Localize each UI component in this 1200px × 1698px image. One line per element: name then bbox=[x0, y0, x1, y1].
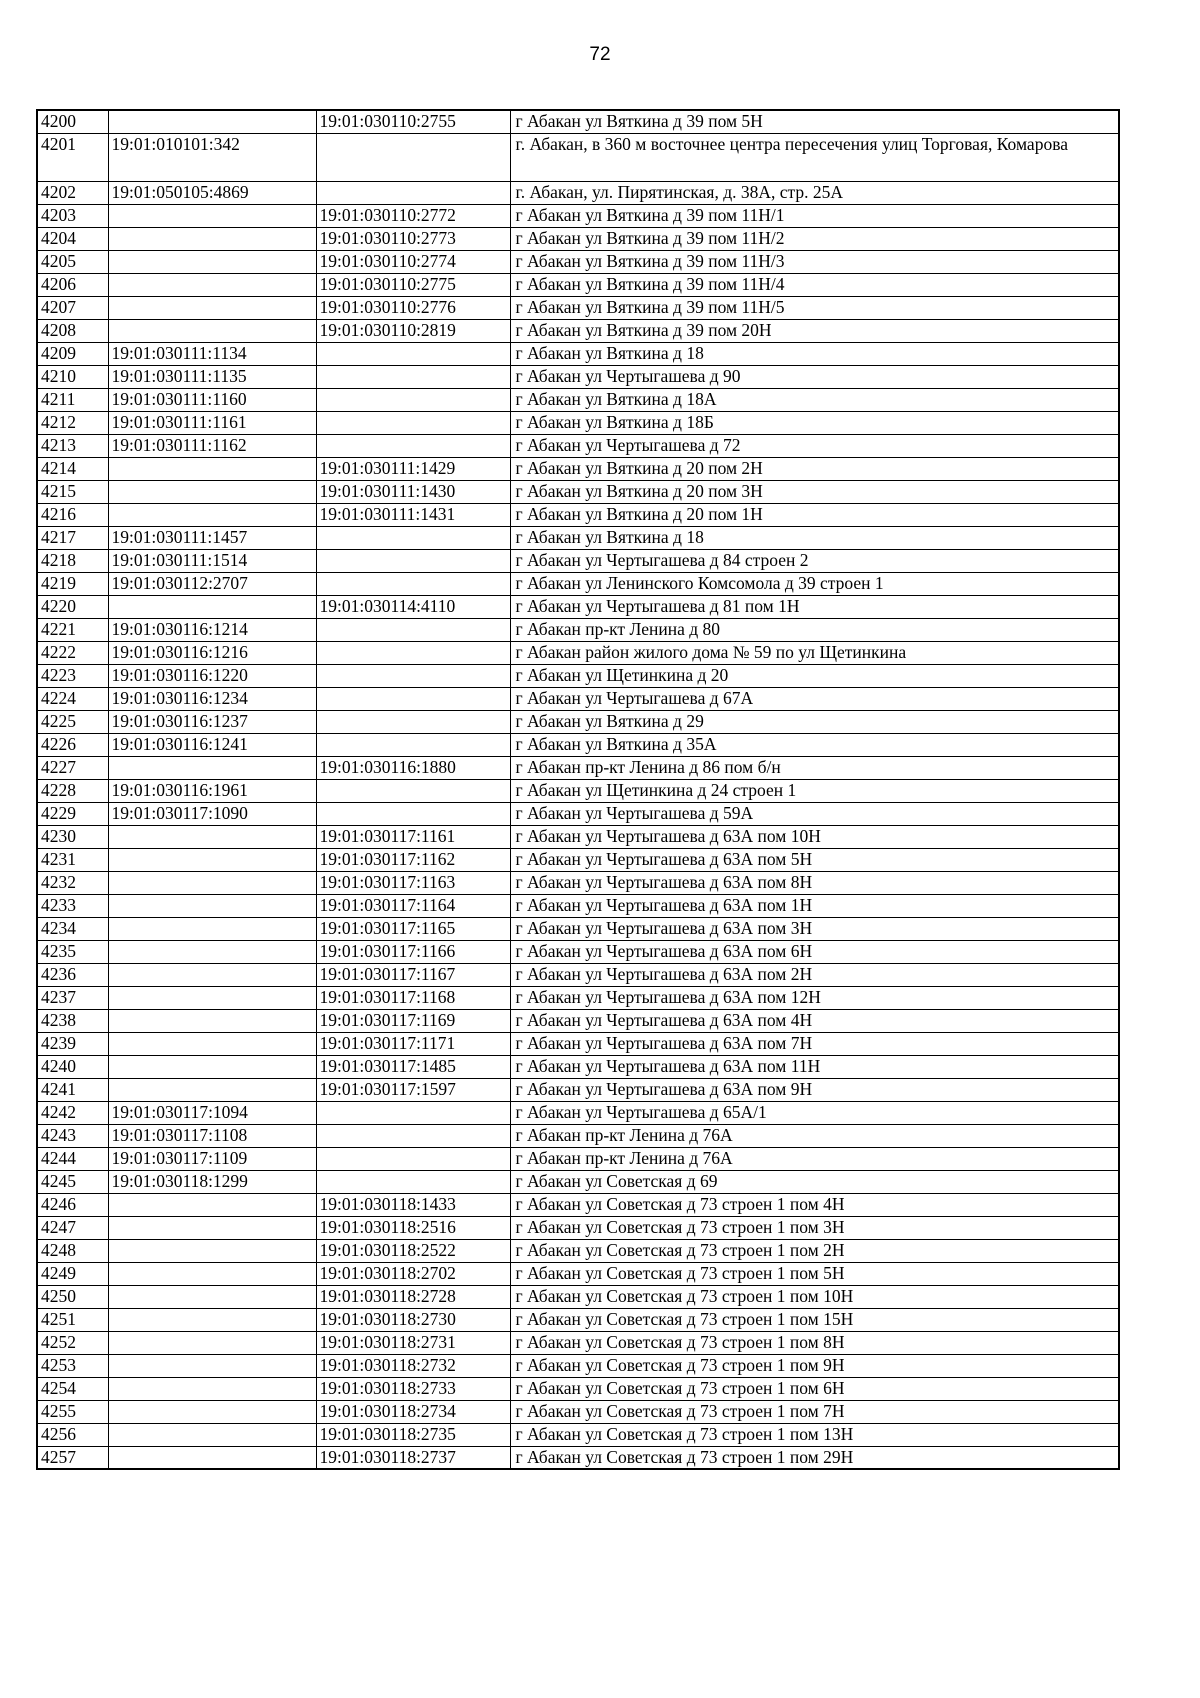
address-cell: г Абакан ул Вяткина д 20 пом 2Н bbox=[510, 457, 1119, 480]
land-cadastral-number-cell: 19:01:030111:1162 bbox=[108, 434, 316, 457]
building-cadastral-number-cell: 19:01:030116:1880 bbox=[316, 756, 510, 779]
building-cadastral-number-cell: 19:01:030118:2522 bbox=[316, 1239, 510, 1262]
row-number-cell: 4214 bbox=[37, 457, 108, 480]
building-cadastral-number-cell: 19:01:030110:2819 bbox=[316, 319, 510, 342]
building-cadastral-number-cell: 19:01:030118:2732 bbox=[316, 1354, 510, 1377]
address-cell: г Абакан ул Чертыгашева д 63А пом 4Н bbox=[510, 1009, 1119, 1032]
land-cadastral-number-cell: 19:01:030116:1216 bbox=[108, 641, 316, 664]
address-cell: г Абакан ул Чертыгашева д 63А пом 1Н bbox=[510, 894, 1119, 917]
address-cell: г Абакан пр-кт Ленина д 76А bbox=[510, 1147, 1119, 1170]
row-number-cell: 4213 bbox=[37, 434, 108, 457]
address-cell: г Абакан ул Чертыгашева д 63А пом 11Н bbox=[510, 1055, 1119, 1078]
land-cadastral-number-cell bbox=[108, 1400, 316, 1423]
row-number-cell: 4237 bbox=[37, 986, 108, 1009]
table-row bbox=[37, 802, 1119, 825]
building-cadastral-number-cell bbox=[316, 1101, 510, 1124]
land-cadastral-number-cell bbox=[108, 1446, 316, 1469]
land-cadastral-number-cell: 19:01:030112:2707 bbox=[108, 572, 316, 595]
address-cell: г Абакан ул Советская д 69 bbox=[510, 1170, 1119, 1193]
building-cadastral-number-cell bbox=[316, 411, 510, 434]
row-number-cell: 4240 bbox=[37, 1055, 108, 1078]
building-cadastral-number-cell bbox=[316, 549, 510, 572]
building-cadastral-number-cell: 19:01:030117:1168 bbox=[316, 986, 510, 1009]
table-row bbox=[37, 963, 1119, 986]
table-row bbox=[37, 1285, 1119, 1308]
row-number-cell: 4219 bbox=[37, 572, 108, 595]
row-number-cell: 4230 bbox=[37, 825, 108, 848]
table-row bbox=[37, 779, 1119, 802]
building-cadastral-number-cell: 19:01:030118:2735 bbox=[316, 1423, 510, 1446]
table-row bbox=[37, 986, 1119, 1009]
row-number-cell: 4234 bbox=[37, 917, 108, 940]
table-row bbox=[37, 641, 1119, 664]
table-row bbox=[37, 503, 1119, 526]
row-number-cell: 4252 bbox=[37, 1331, 108, 1354]
land-cadastral-number-cell: 19:01:030111:1160 bbox=[108, 388, 316, 411]
building-cadastral-number-cell: 19:01:030111:1430 bbox=[316, 480, 510, 503]
table-row bbox=[37, 1147, 1119, 1170]
address-cell: г Абакан ул Советская д 73 строен 1 пом 2Н bbox=[510, 1239, 1119, 1262]
building-cadastral-number-cell bbox=[316, 710, 510, 733]
building-cadastral-number-cell bbox=[316, 687, 510, 710]
land-cadastral-number-cell bbox=[108, 1078, 316, 1101]
address-cell: г Абакан ул Чертыгашева д 63А пом 6Н bbox=[510, 940, 1119, 963]
land-cadastral-number-cell bbox=[108, 917, 316, 940]
address-cell: г Абакан ул Чертыгашева д 90 bbox=[510, 365, 1119, 388]
building-cadastral-number-cell: 19:01:030117:1161 bbox=[316, 825, 510, 848]
table-row bbox=[37, 1377, 1119, 1400]
row-number-cell: 4229 bbox=[37, 802, 108, 825]
address-cell: г Абакан ул Вяткина д 18Б bbox=[510, 411, 1119, 434]
land-cadastral-number-cell: 19:01:030116:1961 bbox=[108, 779, 316, 802]
address-cell: г Абакан ул Советская д 73 строен 1 пом 9Н bbox=[510, 1354, 1119, 1377]
table-row bbox=[37, 733, 1119, 756]
building-cadastral-number-cell: 19:01:030117:1165 bbox=[316, 917, 510, 940]
building-cadastral-number-cell: 19:01:030117:1166 bbox=[316, 940, 510, 963]
table-row bbox=[37, 480, 1119, 503]
address-cell: г Абакан ул Вяткина д 39 пом 11Н/3 bbox=[510, 250, 1119, 273]
row-number-cell: 4239 bbox=[37, 1032, 108, 1055]
address-cell: г Абакан ул Вяткина д 20 пом 3Н bbox=[510, 480, 1119, 503]
table-row bbox=[37, 687, 1119, 710]
land-cadastral-number-cell: 19:01:050105:4869 bbox=[108, 181, 316, 204]
land-cadastral-number-cell: 19:01:030111:1135 bbox=[108, 365, 316, 388]
building-cadastral-number-cell bbox=[316, 133, 510, 181]
building-cadastral-number-cell bbox=[316, 802, 510, 825]
table-row bbox=[37, 133, 1119, 181]
row-number-cell: 4232 bbox=[37, 871, 108, 894]
building-cadastral-number-cell bbox=[316, 526, 510, 549]
address-cell: г Абакан ул Чертыгашева д 72 bbox=[510, 434, 1119, 457]
building-cadastral-number-cell: 19:01:030117:1164 bbox=[316, 894, 510, 917]
table-row bbox=[37, 572, 1119, 595]
row-number-cell: 4246 bbox=[37, 1193, 108, 1216]
address-cell: г Абакан ул Вяткина д 39 пом 11Н/4 bbox=[510, 273, 1119, 296]
row-number-cell: 4216 bbox=[37, 503, 108, 526]
row-number-cell: 4236 bbox=[37, 963, 108, 986]
land-cadastral-number-cell bbox=[108, 756, 316, 779]
table-row bbox=[37, 204, 1119, 227]
row-number-cell: 4226 bbox=[37, 733, 108, 756]
land-cadastral-number-cell bbox=[108, 1262, 316, 1285]
table-row bbox=[37, 365, 1119, 388]
table-row bbox=[37, 664, 1119, 687]
land-cadastral-number-cell bbox=[108, 250, 316, 273]
land-cadastral-number-cell: 19:01:030117:1090 bbox=[108, 802, 316, 825]
land-cadastral-number-cell bbox=[108, 1009, 316, 1032]
land-cadastral-number-cell: 19:01:030117:1108 bbox=[108, 1124, 316, 1147]
land-cadastral-number-cell bbox=[108, 1354, 316, 1377]
row-number-cell: 4206 bbox=[37, 273, 108, 296]
address-cell: г Абакан пр-кт Ленина д 86 пом б/н bbox=[510, 756, 1119, 779]
building-cadastral-number-cell bbox=[316, 779, 510, 802]
row-number-cell: 4256 bbox=[37, 1423, 108, 1446]
land-cadastral-number-cell bbox=[108, 1055, 316, 1078]
table-row bbox=[37, 434, 1119, 457]
land-cadastral-number-cell: 19:01:030118:1299 bbox=[108, 1170, 316, 1193]
address-cell: г Абакан ул Вяткина д 20 пом 1Н bbox=[510, 503, 1119, 526]
building-cadastral-number-cell: 19:01:030118:2702 bbox=[316, 1262, 510, 1285]
row-number-cell: 4255 bbox=[37, 1400, 108, 1423]
address-cell: г Абакан ул Чертыгашева д 59А bbox=[510, 802, 1119, 825]
row-number-cell: 4225 bbox=[37, 710, 108, 733]
address-cell: г Абакан ул Советская д 73 строен 1 пом 15Н bbox=[510, 1308, 1119, 1331]
building-cadastral-number-cell bbox=[316, 1124, 510, 1147]
row-number-cell: 4228 bbox=[37, 779, 108, 802]
building-cadastral-number-cell bbox=[316, 365, 510, 388]
address-cell: г Абакан ул Вяткина д 39 пом 20Н bbox=[510, 319, 1119, 342]
address-cell: г Абакан ул Вяткина д 18 bbox=[510, 342, 1119, 365]
address-cell: г. Абакан, в 360 м восточнее центра пересечения улиц Торговая, Комарова bbox=[510, 133, 1119, 181]
address-cell: г Абакан ул Чертыгашева д 67А bbox=[510, 687, 1119, 710]
row-number-cell: 4201 bbox=[37, 133, 108, 181]
table-row bbox=[37, 1101, 1119, 1124]
land-cadastral-number-cell bbox=[108, 296, 316, 319]
land-cadastral-number-cell bbox=[108, 986, 316, 1009]
row-number-cell: 4251 bbox=[37, 1308, 108, 1331]
row-number-cell: 4233 bbox=[37, 894, 108, 917]
building-cadastral-number-cell: 19:01:030118:2730 bbox=[316, 1308, 510, 1331]
land-cadastral-number-cell: 19:01:030117:1094 bbox=[108, 1101, 316, 1124]
land-cadastral-number-cell: 19:01:030116:1241 bbox=[108, 733, 316, 756]
row-number-cell: 4211 bbox=[37, 388, 108, 411]
land-cadastral-number-cell bbox=[108, 940, 316, 963]
table-row bbox=[37, 1308, 1119, 1331]
table-row bbox=[37, 319, 1119, 342]
land-cadastral-number-cell bbox=[108, 1239, 316, 1262]
row-number-cell: 4223 bbox=[37, 664, 108, 687]
row-number-cell: 4208 bbox=[37, 319, 108, 342]
address-cell: г Абакан пр-кт Ленина д 80 bbox=[510, 618, 1119, 641]
row-number-cell: 4220 bbox=[37, 595, 108, 618]
address-cell: г Абакан ул Вяткина д 39 пом 11Н/2 bbox=[510, 227, 1119, 250]
row-number-cell: 4203 bbox=[37, 204, 108, 227]
land-cadastral-number-cell bbox=[108, 204, 316, 227]
land-cadastral-number-cell: 19:01:030116:1214 bbox=[108, 618, 316, 641]
building-cadastral-number-cell: 19:01:030118:2733 bbox=[316, 1377, 510, 1400]
address-cell: г Абакан ул Вяткина д 29 bbox=[510, 710, 1119, 733]
building-cadastral-number-cell bbox=[316, 664, 510, 687]
table-row bbox=[37, 342, 1119, 365]
table-row bbox=[37, 1216, 1119, 1239]
row-number-cell: 4209 bbox=[37, 342, 108, 365]
address-cell: г Абакан ул Советская д 73 строен 1 пом 4Н bbox=[510, 1193, 1119, 1216]
row-number-cell: 4215 bbox=[37, 480, 108, 503]
row-number-cell: 4227 bbox=[37, 756, 108, 779]
land-cadastral-number-cell: 19:01:030116:1220 bbox=[108, 664, 316, 687]
building-cadastral-number-cell bbox=[316, 181, 510, 204]
row-number-cell: 4217 bbox=[37, 526, 108, 549]
building-cadastral-number-cell bbox=[316, 618, 510, 641]
address-cell: г Абакан ул Вяткина д 18 bbox=[510, 526, 1119, 549]
table-row bbox=[37, 1423, 1119, 1446]
building-cadastral-number-cell: 19:01:030111:1431 bbox=[316, 503, 510, 526]
building-cadastral-number-cell bbox=[316, 572, 510, 595]
table-row bbox=[37, 710, 1119, 733]
building-cadastral-number-cell: 19:01:030117:1485 bbox=[316, 1055, 510, 1078]
register-body bbox=[37, 110, 1119, 1469]
address-cell: г Абакан ул Чертыгашева д 63А пом 3Н bbox=[510, 917, 1119, 940]
land-cadastral-number-cell: 19:01:030116:1234 bbox=[108, 687, 316, 710]
table-row bbox=[37, 756, 1119, 779]
address-cell: г Абакан ул Советская д 73 строен 1 пом 3Н bbox=[510, 1216, 1119, 1239]
address-cell: г Абакан ул Щетинкина д 24 строен 1 bbox=[510, 779, 1119, 802]
address-cell: г Абакан район жилого дома № 59 по ул Щетинкина bbox=[510, 641, 1119, 664]
building-cadastral-number-cell: 19:01:030110:2772 bbox=[316, 204, 510, 227]
address-cell: г Абакан ул Чертыгашева д 65А/1 bbox=[510, 1101, 1119, 1124]
table-row bbox=[37, 1354, 1119, 1377]
address-cell: г Абакан ул Советская д 73 строен 1 пом 10Н bbox=[510, 1285, 1119, 1308]
table-row bbox=[37, 388, 1119, 411]
table-row bbox=[37, 1400, 1119, 1423]
address-cell: г Абакан ул Советская д 73 строен 1 пом 8Н bbox=[510, 1331, 1119, 1354]
land-cadastral-number-cell bbox=[108, 1308, 316, 1331]
land-cadastral-number-cell bbox=[108, 1285, 316, 1308]
row-number-cell: 4210 bbox=[37, 365, 108, 388]
row-number-cell: 4257 bbox=[37, 1446, 108, 1469]
table-row bbox=[37, 940, 1119, 963]
row-number-cell: 4222 bbox=[37, 641, 108, 664]
building-cadastral-number-cell: 19:01:030110:2774 bbox=[316, 250, 510, 273]
row-number-cell: 4238 bbox=[37, 1009, 108, 1032]
address-cell: г Абакан ул Вяткина д 39 пом 11Н/1 bbox=[510, 204, 1119, 227]
land-cadastral-number-cell: 19:01:030117:1109 bbox=[108, 1147, 316, 1170]
building-cadastral-number-cell: 19:01:030118:2731 bbox=[316, 1331, 510, 1354]
land-cadastral-number-cell: 19:01:030116:1237 bbox=[108, 710, 316, 733]
row-number-cell: 4254 bbox=[37, 1377, 108, 1400]
property-register-table bbox=[36, 109, 1120, 1470]
table-row bbox=[37, 1446, 1119, 1469]
land-cadastral-number-cell bbox=[108, 1032, 316, 1055]
address-cell: г Абакан ул Вяткина д 35А bbox=[510, 733, 1119, 756]
land-cadastral-number-cell: 19:01:030111:1134 bbox=[108, 342, 316, 365]
table-row bbox=[37, 595, 1119, 618]
address-cell: г Абакан ул Советская д 73 строен 1 пом 6Н bbox=[510, 1377, 1119, 1400]
table-row bbox=[37, 457, 1119, 480]
address-cell: г Абакан ул Советская д 73 строен 1 пом 29Н bbox=[510, 1446, 1119, 1469]
building-cadastral-number-cell bbox=[316, 733, 510, 756]
land-cadastral-number-cell bbox=[108, 319, 316, 342]
building-cadastral-number-cell: 19:01:030117:1597 bbox=[316, 1078, 510, 1101]
table-row bbox=[37, 825, 1119, 848]
building-cadastral-number-cell bbox=[316, 342, 510, 365]
table-row bbox=[37, 526, 1119, 549]
land-cadastral-number-cell bbox=[108, 457, 316, 480]
building-cadastral-number-cell: 19:01:030110:2776 bbox=[316, 296, 510, 319]
address-cell: г Абакан ул Чертыгашева д 63А пом 5Н bbox=[510, 848, 1119, 871]
land-cadastral-number-cell bbox=[108, 595, 316, 618]
building-cadastral-number-cell: 19:01:030110:2755 bbox=[316, 110, 510, 133]
table-row bbox=[37, 1331, 1119, 1354]
row-number-cell: 4247 bbox=[37, 1216, 108, 1239]
building-cadastral-number-cell: 19:01:030118:1433 bbox=[316, 1193, 510, 1216]
building-cadastral-number-cell bbox=[316, 1147, 510, 1170]
address-cell: г Абакан пр-кт Ленина д 76А bbox=[510, 1124, 1119, 1147]
address-cell: г Абакан ул Чертыгашева д 63А пом 8Н bbox=[510, 871, 1119, 894]
row-number-cell: 4249 bbox=[37, 1262, 108, 1285]
table-row bbox=[37, 1193, 1119, 1216]
table-row bbox=[37, 549, 1119, 572]
table-row bbox=[37, 1124, 1119, 1147]
table-row bbox=[37, 1262, 1119, 1285]
row-number-cell: 4243 bbox=[37, 1124, 108, 1147]
land-cadastral-number-cell bbox=[108, 1216, 316, 1239]
land-cadastral-number-cell bbox=[108, 848, 316, 871]
land-cadastral-number-cell bbox=[108, 273, 316, 296]
table-row bbox=[37, 273, 1119, 296]
land-cadastral-number-cell: 19:01:010101:342 bbox=[108, 133, 316, 181]
land-cadastral-number-cell bbox=[108, 871, 316, 894]
building-cadastral-number-cell: 19:01:030117:1167 bbox=[316, 963, 510, 986]
land-cadastral-number-cell bbox=[108, 227, 316, 250]
address-cell: г. Абакан, ул. Пирятинская, д. 38А, стр. 25А bbox=[510, 181, 1119, 204]
land-cadastral-number-cell bbox=[108, 1423, 316, 1446]
address-cell: г Абакан ул Чертыгашева д 63А пом 7Н bbox=[510, 1032, 1119, 1055]
page-number: 72 bbox=[589, 44, 611, 65]
table-row bbox=[37, 250, 1119, 273]
building-cadastral-number-cell: 19:01:030117:1169 bbox=[316, 1009, 510, 1032]
building-cadastral-number-cell: 19:01:030114:4110 bbox=[316, 595, 510, 618]
address-cell: г Абакан ул Чертыгашева д 63А пом 10Н bbox=[510, 825, 1119, 848]
row-number-cell: 4205 bbox=[37, 250, 108, 273]
address-cell: г Абакан ул Советская д 73 строен 1 пом 13Н bbox=[510, 1423, 1119, 1446]
land-cadastral-number-cell bbox=[108, 1193, 316, 1216]
address-cell: г Абакан ул Чертыгашева д 63А пом 2Н bbox=[510, 963, 1119, 986]
table-row bbox=[37, 618, 1119, 641]
building-cadastral-number-cell: 19:01:030111:1429 bbox=[316, 457, 510, 480]
land-cadastral-number-cell bbox=[108, 825, 316, 848]
building-cadastral-number-cell: 19:01:030118:2516 bbox=[316, 1216, 510, 1239]
table-row bbox=[37, 1170, 1119, 1193]
row-number-cell: 4218 bbox=[37, 549, 108, 572]
table-row bbox=[37, 1078, 1119, 1101]
building-cadastral-number-cell: 19:01:030117:1171 bbox=[316, 1032, 510, 1055]
row-number-cell: 4248 bbox=[37, 1239, 108, 1262]
row-number-cell: 4200 bbox=[37, 110, 108, 133]
table-row bbox=[37, 1009, 1119, 1032]
land-cadastral-number-cell: 19:01:030111:1161 bbox=[108, 411, 316, 434]
address-cell: г Абакан ул Вяткина д 39 пом 11Н/5 bbox=[510, 296, 1119, 319]
table-row bbox=[37, 181, 1119, 204]
address-cell: г Абакан ул Чертыгашева д 81 пом 1Н bbox=[510, 595, 1119, 618]
row-number-cell: 4224 bbox=[37, 687, 108, 710]
table-row bbox=[37, 894, 1119, 917]
address-cell: г Абакан ул Вяткина д 39 пом 5Н bbox=[510, 110, 1119, 133]
building-cadastral-number-cell: 19:01:030117:1163 bbox=[316, 871, 510, 894]
row-number-cell: 4231 bbox=[37, 848, 108, 871]
building-cadastral-number-cell: 19:01:030110:2773 bbox=[316, 227, 510, 250]
address-cell: г Абакан ул Чертыгашева д 84 строен 2 bbox=[510, 549, 1119, 572]
land-cadastral-number-cell bbox=[108, 503, 316, 526]
building-cadastral-number-cell: 19:01:030118:2728 bbox=[316, 1285, 510, 1308]
row-number-cell: 4235 bbox=[37, 940, 108, 963]
address-cell: г Абакан ул Чертыгашева д 63А пом 12Н bbox=[510, 986, 1119, 1009]
table-row bbox=[37, 411, 1119, 434]
land-cadastral-number-cell bbox=[108, 894, 316, 917]
table-row bbox=[37, 871, 1119, 894]
table-row bbox=[37, 1032, 1119, 1055]
row-number-cell: 4242 bbox=[37, 1101, 108, 1124]
row-number-cell: 4207 bbox=[37, 296, 108, 319]
address-cell: г Абакан ул Вяткина д 18А bbox=[510, 388, 1119, 411]
table-row bbox=[37, 917, 1119, 940]
building-cadastral-number-cell bbox=[316, 641, 510, 664]
row-number-cell: 4244 bbox=[37, 1147, 108, 1170]
building-cadastral-number-cell bbox=[316, 434, 510, 457]
land-cadastral-number-cell bbox=[108, 480, 316, 503]
table-row bbox=[37, 1055, 1119, 1078]
building-cadastral-number-cell: 19:01:030118:2734 bbox=[316, 1400, 510, 1423]
table-row bbox=[37, 227, 1119, 250]
building-cadastral-number-cell: 19:01:030118:2737 bbox=[316, 1446, 510, 1469]
table-row bbox=[37, 848, 1119, 871]
land-cadastral-number-cell bbox=[108, 963, 316, 986]
table-row bbox=[37, 110, 1119, 133]
row-number-cell: 4250 bbox=[37, 1285, 108, 1308]
building-cadastral-number-cell bbox=[316, 1170, 510, 1193]
address-cell: г Абакан ул Советская д 73 строен 1 пом 5Н bbox=[510, 1262, 1119, 1285]
address-cell: г Абакан ул Щетинкина д 20 bbox=[510, 664, 1119, 687]
row-number-cell: 4241 bbox=[37, 1078, 108, 1101]
row-number-cell: 4245 bbox=[37, 1170, 108, 1193]
land-cadastral-number-cell: 19:01:030111:1514 bbox=[108, 549, 316, 572]
row-number-cell: 4204 bbox=[37, 227, 108, 250]
land-cadastral-number-cell bbox=[108, 1331, 316, 1354]
address-cell: г Абакан ул Чертыгашева д 63А пом 9Н bbox=[510, 1078, 1119, 1101]
building-cadastral-number-cell bbox=[316, 388, 510, 411]
table-row bbox=[37, 296, 1119, 319]
land-cadastral-number-cell: 19:01:030111:1457 bbox=[108, 526, 316, 549]
row-number-cell: 4212 bbox=[37, 411, 108, 434]
land-cadastral-number-cell bbox=[108, 110, 316, 133]
address-cell: г Абакан ул Советская д 73 строен 1 пом 7Н bbox=[510, 1400, 1119, 1423]
row-number-cell: 4221 bbox=[37, 618, 108, 641]
row-number-cell: 4253 bbox=[37, 1354, 108, 1377]
building-cadastral-number-cell: 19:01:030117:1162 bbox=[316, 848, 510, 871]
land-cadastral-number-cell bbox=[108, 1377, 316, 1400]
table-row bbox=[37, 1239, 1119, 1262]
address-cell: г Абакан ул Ленинского Комсомола д 39 строен 1 bbox=[510, 572, 1119, 595]
row-number-cell: 4202 bbox=[37, 181, 108, 204]
building-cadastral-number-cell: 19:01:030110:2775 bbox=[316, 273, 510, 296]
